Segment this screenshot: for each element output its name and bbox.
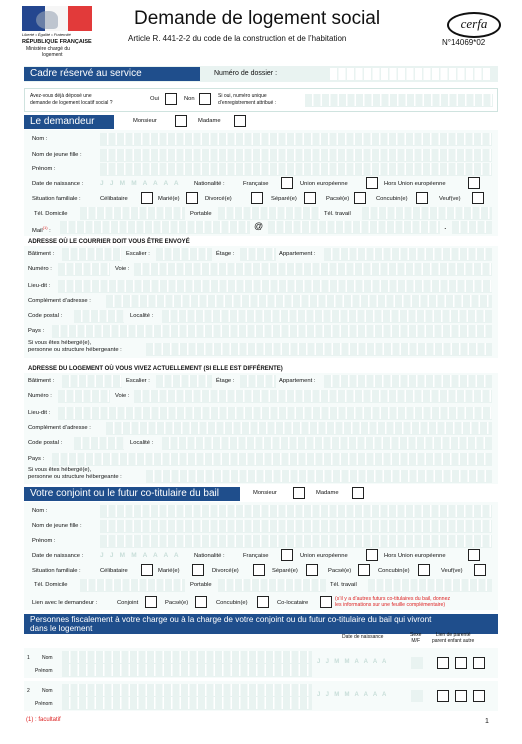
form-title: Demande de logement social [134, 8, 381, 29]
logement-escalier-field[interactable] [156, 375, 212, 388]
form-subtitle: Article R. 441-2-2 du code de la construction et de l’habitation [128, 34, 347, 43]
logement-title: ADRESSE DU LOGEMENT OÙ VOUS VIVEZ ACTUELLEMENT (SI ELLE EST DIFFÉRENTE) [28, 366, 283, 372]
personne-1-autre-checkbox[interactable] [473, 657, 485, 669]
conjoint-lien-pacse-checkbox[interactable] [195, 596, 207, 608]
courrier-batiment-field[interactable] [62, 248, 122, 261]
courrier-lieudit-label: Lieu-dit : [28, 283, 51, 289]
personne-1-num: 1 [27, 655, 30, 661]
conjoint-portable-field[interactable] [218, 579, 326, 592]
demandeur-concubin-label: Concubin(e) [376, 196, 408, 202]
courrier-escalier-field[interactable] [156, 248, 212, 261]
demandeur-pacse-label: Pacsé(e) [326, 196, 350, 202]
personne-2-prenom-label: Prénom [35, 701, 53, 707]
conjoint-pacse-checkbox[interactable] [358, 564, 370, 576]
conjoint-dob-field[interactable]: J J M M A A A A [100, 552, 181, 559]
demandeur-madame-label: Madame [198, 118, 221, 124]
demandeur-ue-checkbox[interactable] [366, 177, 378, 189]
personne-2-parent-checkbox[interactable] [437, 690, 449, 702]
demandeur-francaise-label: Française [243, 181, 269, 187]
logement-lieudit-field[interactable] [58, 407, 492, 420]
demandeur-mail-label: Mail$^{(1)}$ : [32, 225, 51, 234]
demandeur-veuf-label: Veuf(ve) [439, 196, 461, 202]
cerfa-number: N°14069*02 [442, 38, 486, 47]
courrier-etage-field[interactable] [240, 248, 276, 261]
logo-republique: RÉPUBLIQUE FRANÇAISE [22, 39, 92, 45]
logement-heberge-field[interactable] [146, 470, 492, 483]
logement-cp-label: Code postal : [28, 440, 63, 446]
prior-oui-label: Oui [150, 96, 160, 102]
conjoint-divorce-checkbox[interactable] [253, 564, 265, 576]
conjoint-lien-concubin-checkbox[interactable] [257, 596, 269, 608]
demandeur-monsieur-checkbox[interactable] [175, 115, 187, 127]
demandeur-mail-user-field[interactable] [60, 221, 250, 234]
demandeur-situation-label: Situation familiale : [32, 196, 81, 202]
personne-2-nom-field[interactable] [62, 684, 312, 697]
personne-1-dob-field[interactable]: J J M M A A A A [317, 659, 389, 665]
logement-localite-field[interactable] [162, 437, 492, 450]
prior-number-field[interactable] [305, 94, 493, 107]
demandeur-francaise-checkbox[interactable] [281, 177, 293, 189]
page-number: 1 [485, 718, 489, 725]
courrier-lieudit-field[interactable] [58, 280, 492, 293]
courrier-escalier-label: Escalier : [126, 251, 150, 257]
demandeur-njf-field[interactable] [100, 149, 492, 162]
logement-complement-field[interactable] [106, 422, 492, 435]
logement-cp-field[interactable] [74, 437, 124, 450]
conjoint-pacse-label: Pacsé(e) [328, 568, 352, 574]
personne-1-sexe-field[interactable] [411, 657, 423, 669]
courrier-heberge-label: Si vous êtes hébergé(e), personne ou structure hébergeante : [28, 340, 122, 353]
conjoint-lien-conjoint-label: Conjoint [117, 600, 139, 606]
demandeur-teldom-label: Tél. Domicile [34, 211, 68, 217]
logement-pays-label: Pays : [28, 456, 45, 462]
demandeur-portable-field[interactable] [218, 207, 320, 220]
col-lien-header: Lien de parenté parent enfant autre [432, 632, 475, 644]
logement-heberge-label: Si vous êtes hébergé(e), personne ou structure hébergeante : [28, 467, 122, 480]
demandeur-marie-checkbox[interactable] [186, 192, 198, 204]
demandeur-monsieur-label: Monsieur [133, 118, 157, 124]
courrier-appart-field[interactable] [324, 248, 492, 261]
logement-pays-field[interactable] [52, 453, 492, 466]
personne-1-prenom-field[interactable] [62, 664, 312, 677]
conjoint-marie-label: Marié(e) [158, 568, 180, 574]
personne-1-nom-field[interactable] [62, 651, 312, 664]
prior-number-label: Si oui, numéro unique d’enregistrement attribué : [218, 93, 277, 106]
conjoint-prenom-field[interactable] [100, 535, 492, 548]
courrier-voie-label: Voie : [115, 266, 130, 272]
conjoint-veuf-label: Veuf(ve) [441, 568, 463, 574]
service-title: Cadre réservé au service [24, 67, 200, 81]
prior-oui-checkbox[interactable] [165, 93, 177, 105]
logement-voie-field[interactable] [134, 390, 492, 403]
courrier-voie-field[interactable] [134, 263, 492, 276]
personne-2-enfant-checkbox[interactable] [455, 690, 467, 702]
logement-escalier-label: Escalier : [126, 378, 150, 384]
courrier-cp-field[interactable] [74, 310, 124, 323]
conjoint-dob-label: Date de naissance : [32, 553, 84, 559]
conjoint-celibataire-label: Célibataire [100, 568, 128, 574]
demandeur-pacse-checkbox[interactable] [354, 192, 366, 204]
demandeur-prenom-field[interactable] [100, 163, 492, 176]
conjoint-teldom-field[interactable] [80, 579, 185, 592]
col-date-header: Date de naissance [342, 634, 384, 640]
demandeur-horsue-label: Hors Union européenne [384, 181, 446, 187]
conjoint-separe-label: Séparé(e) [272, 568, 298, 574]
courrier-numero-field[interactable] [58, 263, 110, 276]
demandeur-horsue-checkbox[interactable] [468, 177, 480, 189]
dossier-field[interactable] [330, 68, 490, 81]
cerfa-logo: cerfa [447, 12, 501, 38]
conjoint-lien-pacse-label: Pacsé(e) [165, 600, 189, 606]
demandeur-dob-label: Date de naissance : [32, 181, 84, 187]
conjoint-concubin-checkbox[interactable] [418, 564, 430, 576]
demandeur-mail-tld-field[interactable] [452, 221, 492, 234]
logement-numero-field[interactable] [58, 390, 110, 403]
prior-non-checkbox[interactable] [199, 93, 211, 105]
logement-appart-field[interactable] [324, 375, 492, 388]
conjoint-title: Votre conjoint ou le futur co-titulaire du bail [24, 487, 240, 501]
conjoint-lien-conjoint-checkbox[interactable] [145, 596, 157, 608]
demandeur-veuf-checkbox[interactable] [472, 192, 484, 204]
prior-question: Avez-vous déjà déposé une demande de logement locatif social ? [30, 93, 113, 106]
logement-etage-label: Étage : [216, 378, 235, 384]
demandeur-divorce-label: Divorcé(e) [205, 196, 232, 202]
demandeur-ue-label: Union européenne [300, 181, 348, 187]
conjoint-monsieur-checkbox[interactable] [293, 487, 305, 499]
conjoint-ue-label: Union européenne [300, 553, 348, 559]
logement-appart-label: Appartement : [279, 378, 316, 384]
courrier-batiment-label: Bâtiment : [28, 251, 55, 257]
personnes-title: Personnes fiscalement à votre charge ou à la charge de votre conjoint ou du futur co-titulaire du bail qui vivront dans le logement [24, 614, 498, 634]
footnote: (1) : facultatif [26, 717, 61, 723]
personne-1-parent-checkbox[interactable] [437, 657, 449, 669]
demandeur-concubin-checkbox[interactable] [416, 192, 428, 204]
prior-non-label: Non [184, 96, 195, 102]
demandeur-mail-domain-field[interactable] [268, 221, 440, 234]
demandeur-title: Le demandeur [24, 115, 114, 129]
courrier-etage-label: Étage : [216, 251, 235, 257]
courrier-pays-label: Pays : [28, 328, 45, 334]
demandeur-nationalite-label: Nationalité : [194, 181, 225, 187]
courrier-localite-label: Localité : [130, 313, 154, 319]
personne-2-dob-field[interactable]: J J M M A A A A [317, 692, 389, 698]
logement-batiment-label: Bâtiment : [28, 378, 55, 384]
personne-1-nom-label: Nom [42, 655, 53, 661]
logo-logement: logement [42, 52, 63, 58]
conjoint-nationalite-label: Nationalité : [194, 553, 225, 559]
courrier-heberge-field[interactable] [146, 343, 492, 356]
demandeur-teldom-field[interactable] [80, 207, 185, 220]
demandeur-madame-checkbox[interactable] [234, 115, 246, 127]
conjoint-separe-checkbox[interactable] [306, 564, 318, 576]
conjoint-teltravail-label: Tél. travail [330, 582, 357, 588]
conjoint-lien-label: Lien avec le demandeur : [32, 600, 98, 606]
courrier-numero-label: Numéro : [28, 266, 52, 272]
conjoint-lien-coloc-label: Co-locataire [277, 600, 309, 606]
conjoint-lien-coloc-checkbox[interactable] [320, 596, 332, 608]
personne-1-enfant-checkbox[interactable] [455, 657, 467, 669]
conjoint-francaise-checkbox[interactable] [281, 549, 293, 561]
demandeur-teltravail-label: Tél. travail [324, 211, 351, 217]
demandeur-njf-label: Nom de jeune fille : [32, 152, 82, 158]
personne-1-prenom-label: Prénom [35, 668, 53, 674]
courrier-complement-label: Complément d’adresse : [28, 298, 91, 304]
courrier-title: ADRESSE OÙ LE COURRIER DOIT VOUS ÊTRE ENVOYÉ [28, 239, 190, 245]
demandeur-celibataire-checkbox[interactable] [141, 192, 153, 204]
conjoint-njf-field[interactable] [100, 520, 492, 533]
logement-batiment-field[interactable] [62, 375, 122, 388]
conjoint-nom-label: Nom : [32, 508, 48, 514]
conjoint-prenom-label: Prénom : [32, 538, 56, 544]
marianne-logo [22, 6, 92, 31]
mail-dot: . [444, 221, 447, 231]
col-sexe-header: Sexe M/F [410, 632, 422, 644]
logement-voie-label: Voie : [115, 393, 130, 399]
demandeur-teltravail-field[interactable] [362, 207, 492, 220]
conjoint-situation-label: Situation familiale : [32, 568, 81, 574]
conjoint-madame-checkbox[interactable] [352, 487, 364, 499]
conjoint-lien-concubin-label: Concubin(e) [216, 600, 248, 606]
conjoint-lien-note: (s’il y a d’autres futurs co-titulaires du bail, donnez les informations sur une feuille complémentaire) [335, 596, 451, 608]
conjoint-portable-label: Portable [190, 582, 212, 588]
demandeur-marie-label: Marié(e) [158, 196, 180, 202]
conjoint-njf-label: Nom de jeune fille : [32, 523, 82, 529]
personne-2-num: 2 [27, 688, 30, 694]
conjoint-marie-checkbox[interactable] [192, 564, 204, 576]
logement-complement-label: Complément d’adresse : [28, 425, 91, 431]
logo-ministere: Ministère chargé du [26, 46, 70, 52]
demandeur-dob-field[interactable]: J J M M A A A A [100, 180, 181, 187]
conjoint-teldom-label: Tél. Domicile [34, 582, 68, 588]
courrier-complement-field[interactable] [106, 295, 492, 308]
demandeur-prenom-label: Prénom : [32, 166, 56, 172]
courrier-appart-label: Appartement : [279, 251, 316, 257]
conjoint-francaise-label: Française [243, 553, 269, 559]
courrier-pays-field[interactable] [52, 325, 492, 338]
mail-at-sign: @ [254, 221, 264, 231]
conjoint-veuf-checkbox[interactable] [474, 564, 486, 576]
demandeur-divorce-checkbox[interactable] [251, 192, 263, 204]
demandeur-nom-field[interactable] [100, 133, 492, 146]
logement-lieudit-label: Lieu-dit : [28, 410, 51, 416]
conjoint-concubin-label: Concubin(e) [378, 568, 410, 574]
demandeur-nom-label: Nom : [32, 136, 48, 142]
logement-etage-field[interactable] [240, 375, 276, 388]
demandeur-portable-label: Portable [190, 211, 212, 217]
conjoint-monsieur-label: Monsieur [253, 490, 277, 496]
conjoint-horsue-checkbox[interactable] [468, 549, 480, 561]
conjoint-teltravail-field[interactable] [368, 579, 492, 592]
logement-localite-label: Localité : [130, 440, 154, 446]
conjoint-celibataire-checkbox[interactable] [141, 564, 153, 576]
conjoint-madame-label: Madame [316, 490, 339, 496]
logo-motto: Liberté • Égalité • Fraternité [22, 32, 71, 37]
personne-2-sexe-field[interactable] [411, 690, 423, 702]
logement-numero-label: Numéro : [28, 393, 52, 399]
demandeur-separe-checkbox[interactable] [304, 192, 316, 204]
courrier-cp-label: Code postal : [28, 313, 63, 319]
courrier-localite-field[interactable] [162, 310, 492, 323]
conjoint-horsue-label: Hors Union européenne [384, 553, 446, 559]
personne-2-nom-label: Nom [42, 688, 53, 694]
conjoint-ue-checkbox[interactable] [366, 549, 378, 561]
demandeur-separe-label: Séparé(e) [271, 196, 297, 202]
conjoint-divorce-label: Divorcé(e) [212, 568, 239, 574]
personne-2-prenom-field[interactable] [62, 697, 312, 710]
demandeur-celibataire-label: Célibataire [100, 196, 128, 202]
dossier-label: Numéro de dossier : [214, 70, 278, 77]
personne-2-autre-checkbox[interactable] [473, 690, 485, 702]
conjoint-nom-field[interactable] [100, 505, 492, 518]
